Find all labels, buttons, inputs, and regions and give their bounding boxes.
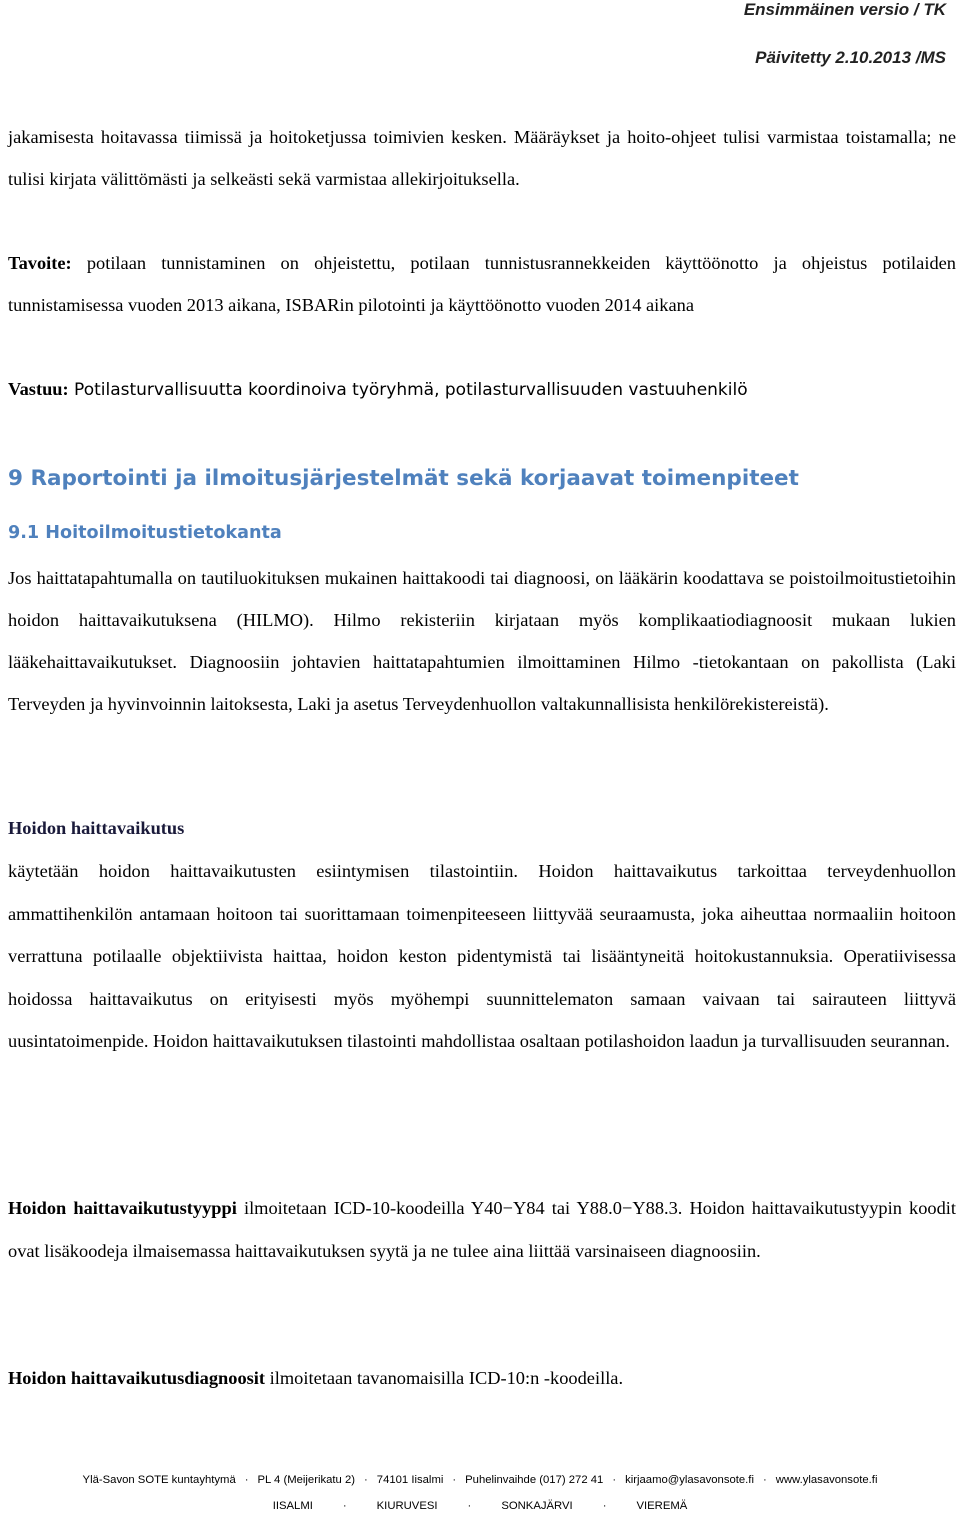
footer-town: SONKAJÄRVI xyxy=(501,1500,573,1512)
intro-paragraph: jakamisesta hoitavassa tiimissä ja hoitoketjussa toimivien kesken. Määräykset ja hoito-ohjeet tulisi varmistaa toistamalla; ne tulisi kirjata välittömästi ja selkeästi sekä varmistaa allekirjoituksella. xyxy=(8,127,956,189)
responsibility-text: Potilasturvallisuutta koordinoiva työryhmä, potilasturvallisuuden vastuuhenkilö xyxy=(68,380,748,400)
footer-email[interactable]: kirjaamo@ylasavonsote.fi xyxy=(625,1474,754,1486)
adverse-effect-heading: Hoidon haittavaikutus xyxy=(8,818,185,838)
footer-contact-line: Ylä-Savon SOTE kuntayhtymä · PL 4 (Meijerikatu 2) · 74101 Iisalmi · Puhelinvaihde (017) 272 41 · kirjaamo@ylasavonsote.fi · www.ylasavonsote.fi xyxy=(82,1474,878,1486)
responsibility-label: Vastuu: xyxy=(8,379,69,399)
footer-towns-line: IISALMI · KIURUVESI · SONKAJÄRVI · VIEREMÄ xyxy=(272,1500,688,1512)
section-9-1-heading: 9.1 Hoitoilmoitustietokanta xyxy=(8,523,282,543)
footer-phone: Puhelinvaihde (017) 272 41 xyxy=(465,1474,604,1486)
footer-postal: 74101 Iisalmi xyxy=(376,1474,444,1486)
adverse-type-paragraph xyxy=(8,1187,956,1272)
adverse-type-text: ilmoitetaan ICD-10-koodeilla Y40−Y84 tai Y88.0−Y88.3. Hoidon haittavaikutustyypin koodit ovat lisäkoodeja ilmaisemassa haittavaikutuksen syytä ja ne tulee aina liittää varsinaiseen diagnoosiin. xyxy=(8,1198,956,1261)
adverse-type-label: Hoidon haittavaikutustyyppi xyxy=(8,1198,237,1218)
goal-paragraph xyxy=(8,242,956,326)
header-updated: Päivitetty 2.10.2013 /MS xyxy=(755,48,946,67)
adverse-diag-text: ilmoitetaan tavanomaisilla ICD-10:n -koodeilla. xyxy=(265,1368,624,1388)
header-version: Ensimmäinen versio / TK xyxy=(743,0,946,19)
footer-town: KIURUVESI xyxy=(376,1500,438,1512)
adverse-diag-label: Hoidon haittavaikutusdiagnoosit xyxy=(8,1368,266,1388)
adverse-effect-paragraph: käytetään hoidon haittavaikutusten esiintymisen tilastointiin. Hoidon haittavaikutus tarkoittaa terveydenhuollon ammattihenkilön antamaan hoitoon tai suorittamaan toimenpiteeseen liittyvää seuraamusta, joka aiheuttaa normaaliin hoitoon verrattuna potilaalle objektiivista haittaa, hoidon keston pidentymistä tai lisääntyneitä hoitokustannuksia. Operatiivisessa hoidossa haittavaikutus on erityisesti myös myöhempi suunnittelematon samaan vaivaan tai sairauteen liittyvä uusintatoimenpide. Hoidon haittavaikutuksen tilastointi mahdollistaa osaltaan potilashoidon laadun ja turvallisuuden seurannan. xyxy=(8,861,956,1052)
footer-town: IISALMI xyxy=(272,1500,313,1512)
footer-org: Ylä-Savon SOTE kuntayhtymä xyxy=(82,1474,236,1486)
adverse-diag-paragraph xyxy=(8,1366,623,1390)
section-9-1-paragraph: Jos haittatapahtumalla on tautiluokituksen mukainen haittakoodi tai diagnoosi, on lääkärin koodattava se poistoilmoitustietoihin hoidon haittavaikutuksena (HILMO). Hilmo rekisteriin kirjataan myös komplikaatiodiagnoosit mukaan lukien lääkehaittavaikutukset. Diagnoosiin johtavien haittatapahtumien ilmoittaminen Hilmo -tietokantaan on pakollista (Laki Terveyden ja hyvinvoinnin laitoksesta, Laki ja asetus Terveydenhuollon valtakunnallisista henkilörekistereistä). xyxy=(8,568,956,714)
footer-web[interactable]: www.ylasavonsote.fi xyxy=(775,1474,878,1486)
footer-address: PL 4 (Meijerikatu 2) xyxy=(257,1474,356,1486)
footer-town: VIEREMÄ xyxy=(636,1500,688,1512)
responsibility-paragraph xyxy=(8,377,748,402)
goal-label: Tavoite: xyxy=(8,253,72,273)
goal-text: potilaan tunnistaminen on ohjeistettu, potilaan tunnistusrannekkeiden käyttöönotto ja ohjeistus potilaiden tunnistamisessa vuoden 2013 aikana, ISBARin pilotointi ja käyttöönotto vuoden 2014 aikana xyxy=(8,253,956,315)
section-9-heading: 9 Raportointi ja ilmoitusjärjestelmät sekä korjaavat toimenpiteet xyxy=(8,466,799,491)
